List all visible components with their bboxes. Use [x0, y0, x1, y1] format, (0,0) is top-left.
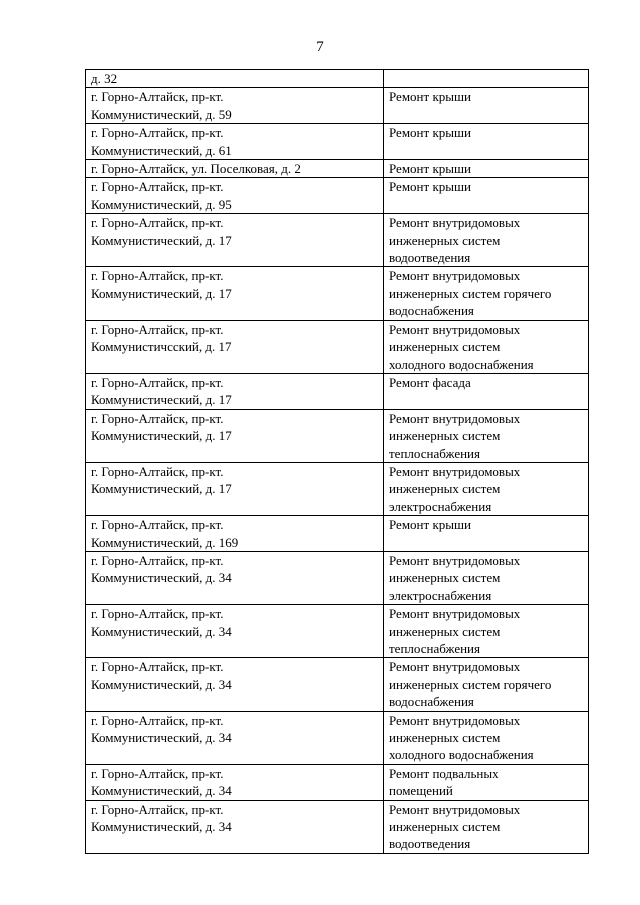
address-cell: г. Горно-Алтайск, пр-кт. Коммунистический, д. 17 [86, 373, 384, 409]
address-cell: г. Горно-Алтайск, пр-кт. Коммунистический, д. 169 [86, 516, 384, 552]
table-row [86, 605, 589, 658]
table-row [86, 267, 589, 320]
address-cell: г. Горно-Алтайск, пр-кт. Коммунистический, д. 34 [86, 711, 384, 764]
table-row [86, 409, 589, 462]
address-cell: г. Горно-Алтайск, пр-кт. Коммунистический, д. 59 [86, 88, 384, 124]
table-row [86, 320, 589, 373]
address-cell: г. Горно-Алтайск, пр-кт. Коммунистический, д. 17 [86, 409, 384, 462]
work-type-cell: Ремонт внутридомовых инженерных систем электроснабжения [384, 462, 589, 515]
address-cell: г. Горно-Алтайск, пр-кт. Коммунистический, д. 17 [86, 462, 384, 515]
table-row [86, 70, 589, 88]
work-type-cell: Ремонт внутридомовых инженерных систем горячего водоснабжения [384, 658, 589, 711]
work-type-cell: Ремонт внутридомовых инженерных систем теплоснабжения [384, 605, 589, 658]
table-row [86, 711, 589, 764]
address-cell: г. Горно-Алтайск, пр-кт. Коммунистический, д. 34 [86, 551, 384, 604]
address-cell: г. Горно-Алтайск, пр-кт. Коммунистический, д. 17 [86, 267, 384, 320]
table-row [86, 88, 589, 124]
address-cell: г. Горно-Алтайск, пр-кт. Коммунистический, д. 34 [86, 605, 384, 658]
work-type-cell: Ремонт крыши [384, 516, 589, 552]
table-row [86, 462, 589, 515]
work-type-cell: Ремонт крыши [384, 160, 589, 178]
work-type-cell: Ремонт внутридомовых инженерных систем теплоснабжения [384, 409, 589, 462]
work-type-cell: Ремонт внутридомовых инженерных систем горячего водоснабжения [384, 267, 589, 320]
work-type-cell: Ремонт внутридомовых инженерных систем водоотведения [384, 214, 589, 267]
table-row [86, 214, 589, 267]
work-type-cell: Ремонт внутридомовых инженерных систем электроснабжения [384, 551, 589, 604]
address-cell: г. Горно-Алтайск, ул. Поселковая, д. 2 [86, 160, 384, 178]
address-cell: г. Горно-Алтайск, пр-кт. Коммунистический, д. 17 [86, 214, 384, 267]
address-cell: г. Горно-Алтайск, пр-кт. Коммунистический, д. 61 [86, 124, 384, 160]
table-row [86, 124, 589, 160]
table-row [86, 160, 589, 178]
page-number: 7 [316, 39, 324, 55]
table-row [86, 516, 589, 552]
table-row [86, 178, 589, 214]
table-row [86, 658, 589, 711]
table-row [86, 800, 589, 853]
table-row [86, 373, 589, 409]
repair-works-table [85, 69, 589, 854]
work-type-cell [384, 70, 589, 88]
work-type-cell: Ремонт крыши [384, 178, 589, 214]
address-cell: д. 32 [86, 70, 384, 88]
table-row [86, 764, 589, 800]
work-type-cell: Ремонт внутридомовых инженерных систем холодного водоснабжения [384, 320, 589, 373]
work-type-cell: Ремонт подвальных помещений [384, 764, 589, 800]
address-cell: г. Горно-Алтайск, пр-кт. Коммунистический, д. 34 [86, 658, 384, 711]
address-cell: г. Горно-Алтайск, пр-кт. Коммунистический, д. 95 [86, 178, 384, 214]
work-type-cell: Ремонт внутридомовых инженерных систем водоотведения [384, 800, 589, 853]
work-type-cell: Ремонт внутридомовых инженерных систем холодного водоснабжения [384, 711, 589, 764]
address-cell: г. Горно-Алтайск, пр-кт. Коммунистический, д. 34 [86, 764, 384, 800]
work-type-cell: Ремонт фасада [384, 373, 589, 409]
address-cell: г. Горно-Алтайск, пр-кт. Коммунистичсский, д. 17 [86, 320, 384, 373]
address-cell: г. Горно-Алтайск, пр-кт. Коммунистический, д. 34 [86, 800, 384, 853]
table-row [86, 551, 589, 604]
work-type-cell: Ремонт крыши [384, 88, 589, 124]
work-type-cell: Ремонт крыши [384, 124, 589, 160]
